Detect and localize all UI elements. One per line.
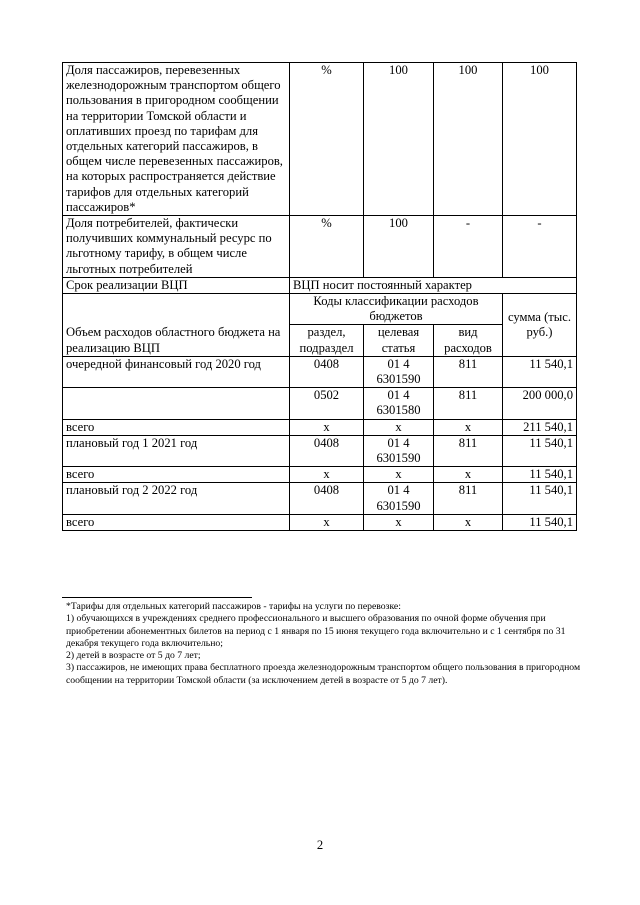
footnote-item: 1) обучающихся в учреждениях среднего профессионального и высшего образования по очной форме обучения при приобретении абонементных билетов на период с 1 января по 15 июня текущего года включительно и с 1 сентября по 31 декабря текущего года включительно;: [66, 613, 566, 649]
indicator-unit: %: [290, 63, 364, 216]
col-section-header: раздел, подраздел: [290, 325, 364, 356]
expense-type: 811: [434, 356, 503, 387]
sum-header: сумма (тыс. руб.): [503, 294, 577, 357]
footnote-item: 2) детей в возрасте от 5 до 7 лет;: [66, 650, 201, 662]
indicator-label: Доля пассажиров, перевезенных железнодорожным транспортом общего пользования в пригородном сообщении на территории Томской области и оплативших проезд по тарифам для отдельных категорий пассажиров, в общем числе перевезенных пассажиров, на которых распространяется действие тарифов для отдельных категорий пассажиров*: [63, 63, 290, 216]
period-label: Срок реализации ВЦП: [63, 277, 290, 293]
expense-sum: 11 540,1: [503, 356, 577, 387]
expense-type: х: [434, 514, 503, 530]
footnote-item: 3) пассажиров, не имеющих права бесплатного проезда железнодорожным транспортом общего пользования в пригородном сообщении на территории Томской области (за исключением детей в возрасте от 5 до 7 лет).: [66, 662, 581, 686]
indicator-value-2021: -: [434, 216, 503, 278]
table-row: [63, 356, 577, 387]
expense-type: 811: [434, 483, 503, 514]
expense-label: очередной финансовый год 2020 год: [63, 356, 290, 387]
col-target-header: целевая статья: [364, 325, 434, 356]
expense-sum: 200 000,0: [503, 388, 577, 419]
expense-target: 01 4 6301590: [364, 356, 434, 387]
expense-label: плановый год 1 2021 год: [63, 435, 290, 466]
indicator-unit: %: [290, 216, 364, 278]
footnote-divider: [62, 597, 252, 598]
expense-target: х: [364, 467, 434, 483]
indicator-value-2021: 100: [434, 63, 503, 216]
table-row: [63, 294, 577, 325]
expense-label: всего: [63, 467, 290, 483]
expense-type: 811: [434, 388, 503, 419]
page-number: 2: [316, 838, 324, 852]
indicator-value-2022: 100: [503, 63, 577, 216]
table-row: [63, 63, 577, 216]
indicator-label: Доля потребителей, фактически получивших коммунальный ресурс по льготному тарифу, в общем числе льготных потребителей: [63, 216, 290, 278]
expense-type: х: [434, 419, 503, 435]
expense-type: 811: [434, 435, 503, 466]
indicators-table: [62, 62, 577, 531]
indicator-value-2020: 100: [364, 63, 434, 216]
expense-target: 01 4 6301580: [364, 388, 434, 419]
indicator-value-2020: 100: [364, 216, 434, 278]
table-row: [63, 514, 577, 530]
expense-target: х: [364, 419, 434, 435]
table-row: [63, 277, 577, 293]
codes-header: Коды классификации расходов бюджетов: [290, 294, 503, 325]
expense-sum: 11 540,1: [503, 483, 577, 514]
indicator-value-2022: -: [503, 216, 577, 278]
expense-sum: 11 540,1: [503, 467, 577, 483]
table-row: [63, 419, 577, 435]
expense-target: 01 4 6301590: [364, 483, 434, 514]
expense-label: плановый год 2 2022 год: [63, 483, 290, 514]
table-row: [63, 467, 577, 483]
expense-section: х: [290, 467, 364, 483]
expense-sum: 11 540,1: [503, 435, 577, 466]
expense-label: всего: [63, 514, 290, 530]
expenses-label: Объем расходов областного бюджета на реализацию ВЦП: [63, 294, 290, 357]
table-row: [63, 435, 577, 466]
expense-sum: 211 540,1: [503, 419, 577, 435]
expense-target: 01 4 6301590: [364, 435, 434, 466]
expense-type: х: [434, 467, 503, 483]
table-row: [63, 388, 577, 419]
period-value: ВЦП носит постоянный характер: [290, 277, 577, 293]
expense-target: х: [364, 514, 434, 530]
expense-section: 0408: [290, 483, 364, 514]
expense-section: х: [290, 514, 364, 530]
footnote: [66, 601, 581, 687]
expense-section: 0408: [290, 356, 364, 387]
expense-sum: 11 540,1: [503, 514, 577, 530]
table-row: [63, 483, 577, 514]
footnote-intro: *Тарифы для отдельных категорий пассажиров - тарифы на услуги по перевозке:: [66, 601, 401, 612]
col-type-header: вид расходов: [434, 325, 503, 356]
expense-label: [63, 388, 290, 419]
expense-section: 0408: [290, 435, 364, 466]
expense-label: всего: [63, 419, 290, 435]
expense-section: х: [290, 419, 364, 435]
table-row: [63, 216, 577, 278]
expense-section: 0502: [290, 388, 364, 419]
